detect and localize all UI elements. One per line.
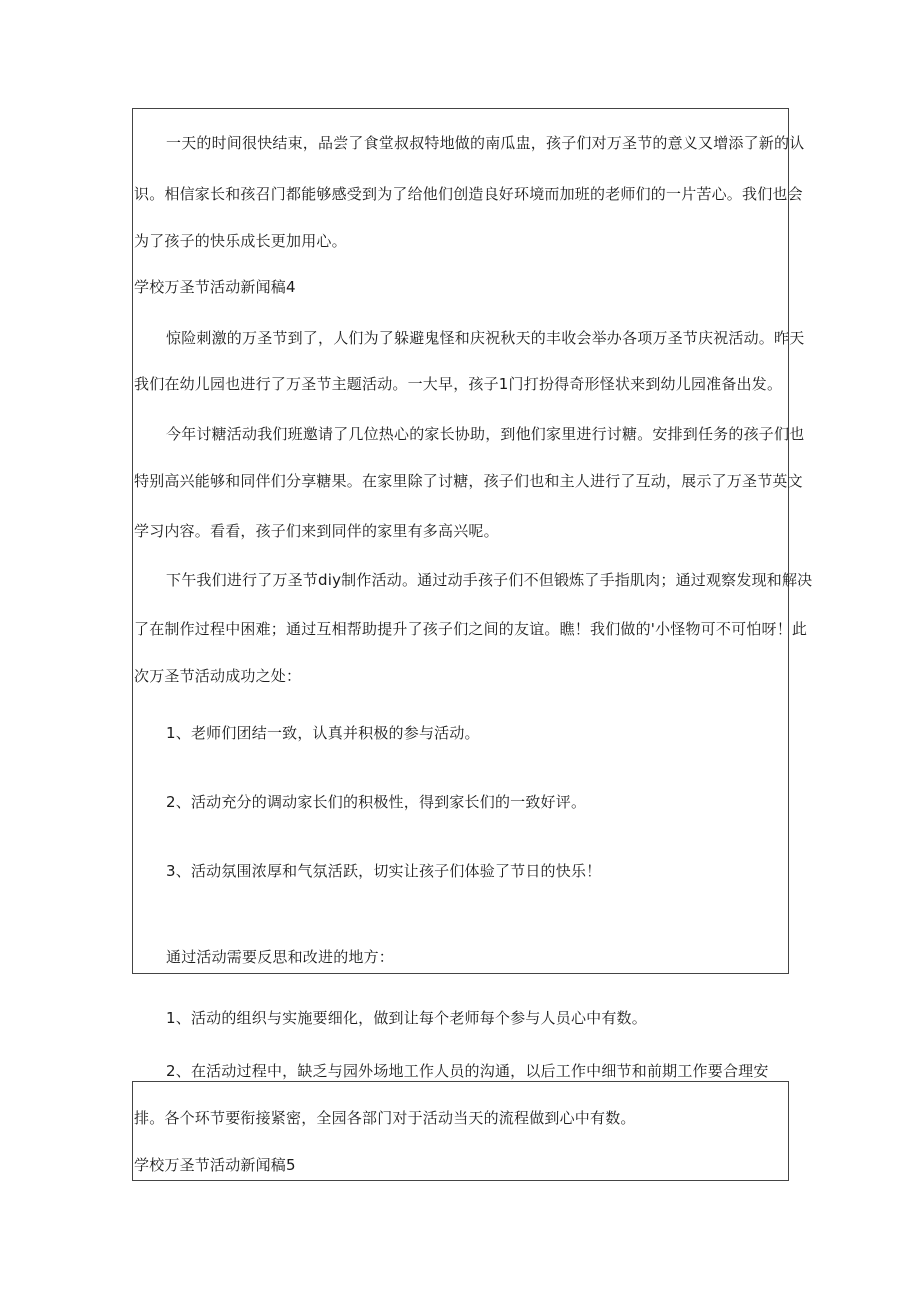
paragraph-line: 学习内容。看看，孩子们来到同伴的家里有多高兴呢。 <box>134 522 499 540</box>
paragraph-line: 识。相信家长和孩召门都能够感受到为了给他们创造良好环境而加班的老师们的一片苦心。我们也会 <box>134 185 803 203</box>
list-item: 2、在活动过程中，缺乏与园外场地工作人员的沟通，以后工作中细节和前期工作要合理安 <box>166 1062 769 1080</box>
list-item: 3、活动氛围浓厚和气氛活跃，切实让孩子们体验了节日的快乐！ <box>166 862 602 880</box>
paragraph-line: 排。各个环节要衔接紧密，全园各部门对于活动当天的流程做到心中有数。 <box>134 1109 636 1127</box>
paragraph-line: 惊险刺激的万圣节到了，人们为了躲避鬼怪和庆祝秋天的丰收会举办各项万圣节庆祝活动。昨天 <box>166 329 805 347</box>
paragraph-line: 今年讨糖活动我们班邀请了几位热心的家长协助，到他们家里进行讨糖。安排到任务的孩子们也 <box>166 425 805 443</box>
paragraph-line: 次万圣节活动成功之处： <box>134 667 302 685</box>
paragraph-line: 为了孩子的快乐成长更加用心。 <box>134 232 347 250</box>
paragraph-line: 了在制作过程中困难；通过互相帮助提升了孩子们之间的友谊。瞧！我们做的'小怪物可不可怕呀！此 <box>134 620 808 638</box>
list-item: 2、活动充分的调动家长们的积极性，得到家长们的一致好评。 <box>166 793 587 811</box>
paragraph-line: 我们在幼儿园也进行了万圣节主题活动。一大早，孩子1门打扮得奇形怪状来到幼儿园准备出发。 <box>134 375 783 393</box>
list-item: 1、老师们团结一致，认真并积极的参与活动。 <box>166 724 480 742</box>
paragraph-line: 一天的时间很快结束，品尝了食堂叔叔特地做的南瓜盅，孩子们对万圣节的意义又增添了新的认 <box>166 134 805 152</box>
section-heading: 学校万圣节活动新闻稿5 <box>134 1156 296 1174</box>
section-heading: 学校万圣节活动新闻稿4 <box>134 278 296 296</box>
paragraph-line: 通过活动需要反思和改进的地方： <box>166 948 395 966</box>
paragraph-line: 特别高兴能够和同伴们分享糖果。在家里除了讨糖，孩子们也和主人进行了互动，展示了万圣节英文 <box>134 472 803 490</box>
paragraph-line: 下午我们进行了万圣节diy制作活动。通过动手孩子们不但锻炼了手指肌肉；通过观察发现和解决 <box>166 571 813 589</box>
list-item: 1、活动的组织与实施要细化，做到让每个老师每个参与人员心中有数。 <box>166 1009 647 1027</box>
